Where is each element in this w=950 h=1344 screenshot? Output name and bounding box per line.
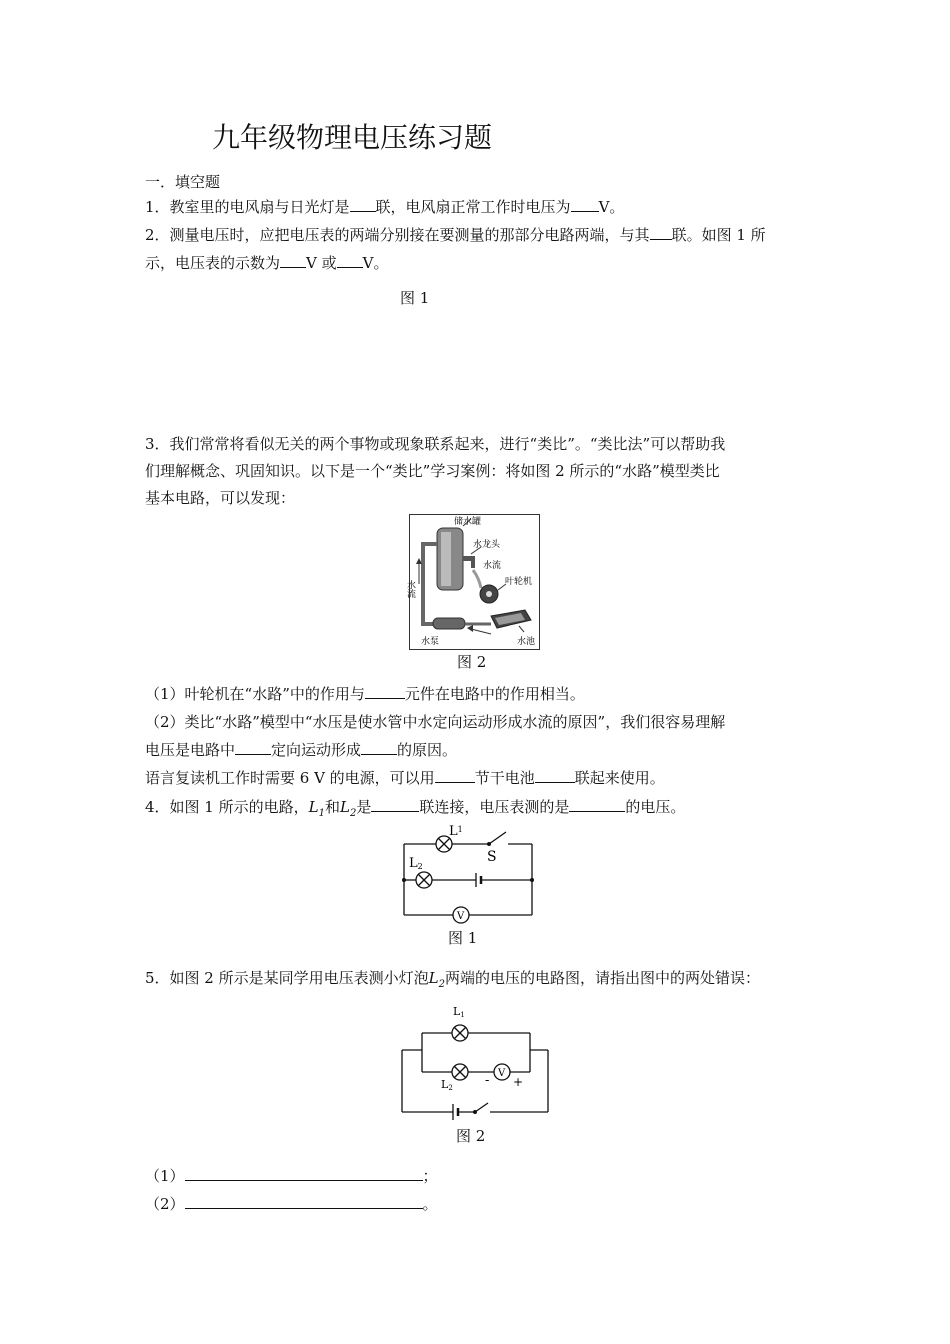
q2-text-e: V。 [362,254,389,272]
fig1-voltmeter-label: V [457,911,465,922]
label-flow: 水流 [483,561,502,571]
fig2-voltmeter-label: V [498,1068,506,1079]
pump-shape [433,618,465,629]
label-pump: 水泵 [421,637,440,647]
fig2-plus-label: + [513,1075,524,1089]
q2-blank-2[interactable] [280,253,306,268]
fig2-minus-label: - [485,1073,490,1088]
q3-sub3-blank-1[interactable] [435,768,475,783]
q3-sub2-blank-1[interactable] [235,740,271,755]
fig2-label-l1: L1 [453,1005,465,1019]
q3-sub1-text-b: 元件在电路中的作用相当。 [404,685,585,703]
q5-answer-1-end: ； [422,1167,438,1185]
q5-l2: $L_2$ [428,969,445,990]
q3-sub2-text-a: 电压是电路中 [145,741,236,759]
label-tank: 储水罐 [454,517,482,527]
q5-answer-1-blank[interactable] [185,1166,423,1181]
q1-blank-1[interactable] [350,197,376,212]
label-tap: 水龙头 [473,540,501,550]
question-1 [145,197,624,217]
q4-text-b: 是 [356,798,372,816]
circuit-figure-1 [396,820,546,924]
label-pool: 水池 [517,637,536,647]
question-3-line-2: 们理解概念、巩固知识。以下是一个“类比”学习案例：将如图 2 所示的“水路”模型类比 [145,462,720,480]
q5-text-a: 5．如图 2 所示是某同学用电压表测小灯泡 [145,969,429,987]
q3-sub3-text-b: 节干电池 [474,769,535,787]
question-3-line-3: 基本电路，可以发现： [145,489,296,507]
question-3-sub-3 [145,768,665,788]
q4-l1: $L_1$ [308,798,325,819]
water-circuit-figure [405,514,540,650]
fig1-label-l1: $L^1$ [449,824,463,839]
q3-sub2-text-c: 的原因。 [397,741,458,759]
q5-answer-1 [145,1166,438,1186]
q5-figure-caption: 图 2 [456,1127,486,1145]
q5-answer-2-label: （2） [145,1195,185,1213]
q5-answer-2 [145,1194,438,1214]
q4-text-a: 4．如图 1 所示的电路， [145,798,309,816]
q2-text-a: 2．测量电压时，应把电压表的两端分别接在要测量的那部分电路两端，与其 [145,226,650,244]
q3-sub1-blank[interactable] [365,684,405,699]
q1-blank-2[interactable] [571,197,599,212]
q3-sub2-text-b: 定向运动形成 [271,741,362,759]
q4-blank-2[interactable] [569,797,625,812]
fig1-label-switch: S [487,849,497,865]
q2-blank-1[interactable] [650,225,672,240]
q3-sub2-blank-2[interactable] [361,740,397,755]
q4-blank-1[interactable] [371,797,419,812]
q3-figure-caption: 图 2 [457,653,487,671]
q4-text-d: 的电压。 [625,798,686,816]
q2-figure-caption: 图 1 [400,289,430,307]
question-2-line-1 [145,225,766,245]
q1-text-c: V。 [598,198,625,216]
q4-text-c: 联连接，电压表测的是 [419,798,570,816]
q2-text-d: V 或 [306,254,337,272]
q3-sub3-blank-2[interactable] [535,768,575,783]
label-side-flow: 水流 [405,580,415,598]
question-3-sub-2-line-2 [145,740,457,760]
circuit-figure-2 [395,1000,555,1120]
q5-answer-2-blank[interactable] [185,1194,423,1209]
question-3-sub-2-line-1: （2）类比“水路”模型中“水压是使水管中水定向运动形成水流的原因”，我们很容易理解 [145,713,726,731]
q5-answer-2-end: 。 [422,1195,438,1213]
q3-sub3-text-c: 联起来使用。 [574,769,665,787]
switch-symbol-2 [475,1103,488,1112]
switch-s-symbol [489,832,506,844]
q4-and: 和 [324,798,340,816]
question-3-line-1: 3．我们常常将看似无关的两个事物或现象联系起来，进行“类比”。“类比法”可以帮助我 [145,435,726,453]
question-3-sub-1 [145,684,585,704]
section-heading: 一．填空题 [145,173,221,191]
q2-text-b: 联。如图 1 所 [671,226,766,244]
page-title: 九年级物理电压练习题 [212,121,493,154]
q5-text-b: 两端的电压的电路图，请指出图中的两处错误： [444,969,760,987]
fig2-label-l2: L2 [441,1078,453,1092]
q3-sub1-text-a: （1）叶轮机在“水路”中的作用与 [145,685,365,703]
label-turbine: 叶轮机 [505,577,533,587]
q1-text-b: 联，电风扇正常工作时电压为 [375,198,571,216]
q1-text-a: 1．教室里的电风扇与日光灯是 [145,198,350,216]
q2-blank-3[interactable] [337,253,363,268]
question-2-line-2 [145,253,388,273]
fig1-label-l2: L2 [409,856,423,871]
question-5 [145,968,760,995]
q4-l2: $L_2$ [339,798,357,819]
q3-sub3-text-a: 语言复读机工作时需要 6 V 的电源，可以用 [145,769,435,787]
q4-figure-caption: 图 1 [448,929,478,947]
q5-answer-1-label: （1） [145,1167,185,1185]
q2-text-c: 示，电压表的示数为 [145,254,281,272]
